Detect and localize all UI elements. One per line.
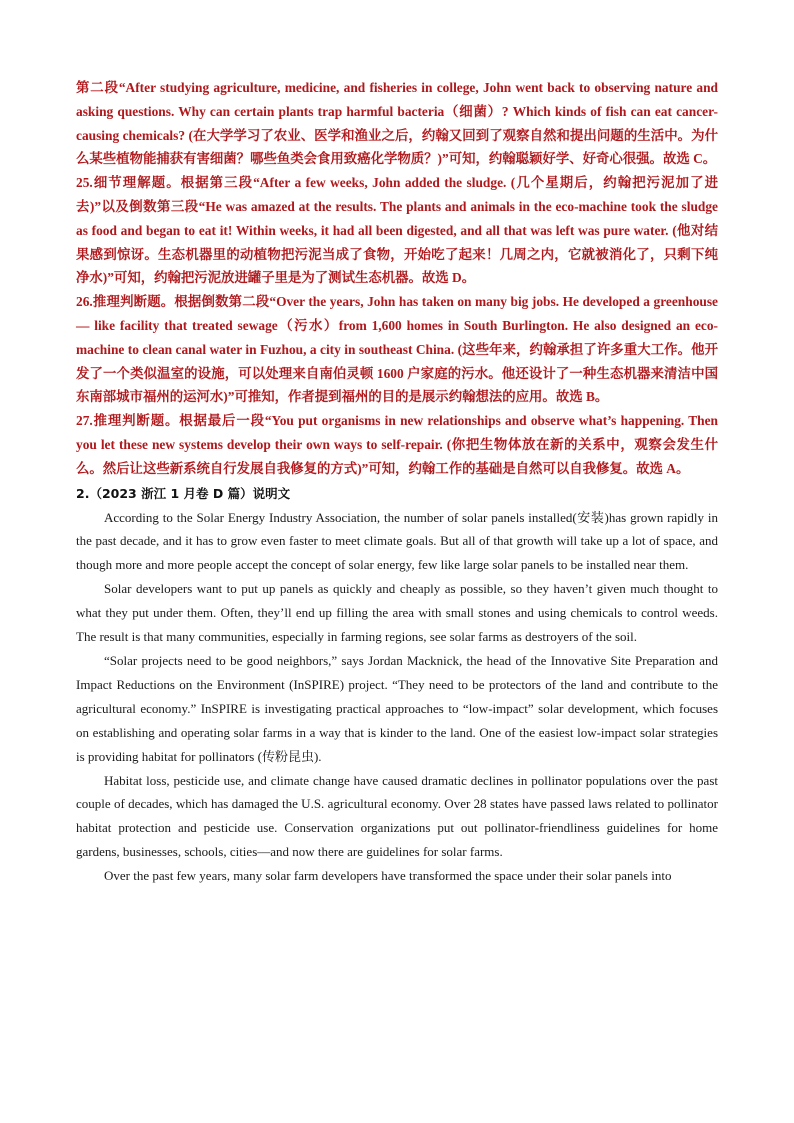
answer-explanation-q25: 25.细节理解题。根据第三段“After a few weeks, John added the sludge. (几个星期后，约翰把污泥加了进去)”以及倒数第三段“He was amazed at the results. The plants and animals in the eco-machine took the sludge as food and began to eat it! Within weeks, it had all been digested, and all that was left was pure water. (他对结果感到惊讶。生态机器里的动植物把污泥当成了食物，开始吃了起来！几周之内，它就被消化了，只剩下纯净水)”可知，约翰把污泥放进罐子里是为了测试生态机器。故选 D。	[76, 175, 718, 286]
article-paragraph-1: According to the Solar Energy Industry Association, the number of solar panels installed(安装)has grown rapidly in the past decade, and it has to grow even faster to meet climate goals. But all of that growth will take up a lot of space, and though more and more people accept the concept of solar energy, few like large solar panels to be installed near them.	[76, 509, 718, 573]
answer-explanation-q24: 第二段“After studying agriculture, medicine, and fisheries in college, John went back to observing nature and asking questions. Why can certain plants trap harmful bacteria（细菌）? Which kinds of fish can eat cancer-causing chemicals? (在大学学习了农业、医学和渔业之后，约翰又回到了观察自然和提出问题的生活中。为什么某些植物能捕获有害细菌？哪些鱼类会食用致癌化学物质？)”可知，约翰聪颖好学、好奇心很强。故选 C。	[76, 80, 718, 167]
answer-explanation-q26: 26.推理判断题。根据倒数第二段“Over the years, John has taken on many big jobs. He developed a greenhouse — like facility that treated sewage（污水）from 1,600 homes in South Burlington. He also designed an eco-machine to clean canal water in Fuzhou, a city in southeast China. (这些年来，约翰承担了许多重大工作。他开发了一个类似温室的设施，可以处理来自南伯灵顿 1600 户家庭的污水。他还设计了一种生态机器来清洁中国东南部城市福州的运河水)”可推知，作者提到福州的目的是展示约翰想法的应用。故选 B。	[76, 294, 718, 405]
document-page	[76, 76, 718, 888]
article-paragraph-2: Solar developers want to put up panels as quickly and cheaply as possible, so they haven’t given much thought to what they put under them. Often, they’ll end up filling the area with small stones and using chemicals to control weeds. The result is that many communities, especially in farming regions, see solar farms as destroyers of the soil.	[76, 581, 718, 645]
answer-explanation-q27: 27.推理判断题。根据最后一段“You put organisms in new relationships and observe what’s happening. Then you let these new systems develop their own ways to self-repair. (你把生物体放在新的关系中，观察会发生什么。然后让这些新系统自行发展自我修复的方式)”可知，约翰工作的基础是自然可以自我修复。故选 A。	[76, 413, 718, 476]
article-paragraph-4: Habitat loss, pesticide use, and climate change have caused dramatic declines in pollinator populations over the past couple of decades, which has damaged the U.S. agricultural economy. Over 28 states have passed laws related to pollinator habitat protection and pesticide use. Conservation organizations put out pollinator-friendliness guidelines for home gardens, businesses, schools, cities—and now there are guidelines for solar farms.	[76, 772, 718, 860]
article-paragraph-5: Over the past few years, many solar farm developers have transformed the space under their solar panels into	[104, 868, 672, 884]
article-body	[76, 506, 718, 889]
section-heading: 2.（2023 浙江 1 月卷 D 篇）说明文	[76, 485, 291, 501]
article-paragraph-3: “Solar projects need to be good neighbors,” says Jordan Macknick, the head of the Innovative Site Preparation and Impact Reductions on the Environment (InSPIRE) project. “They need to be protectors of the land and contribute to the agricultural economy.” InSPIRE is investigating practical approaches to “low-impact” solar development, which focuses on establishing and operating solar farms in a way that is kinder to the land. One of the easiest low-impact solar strategies is providing habitat for pollinators (传粉昆虫).	[76, 652, 718, 764]
